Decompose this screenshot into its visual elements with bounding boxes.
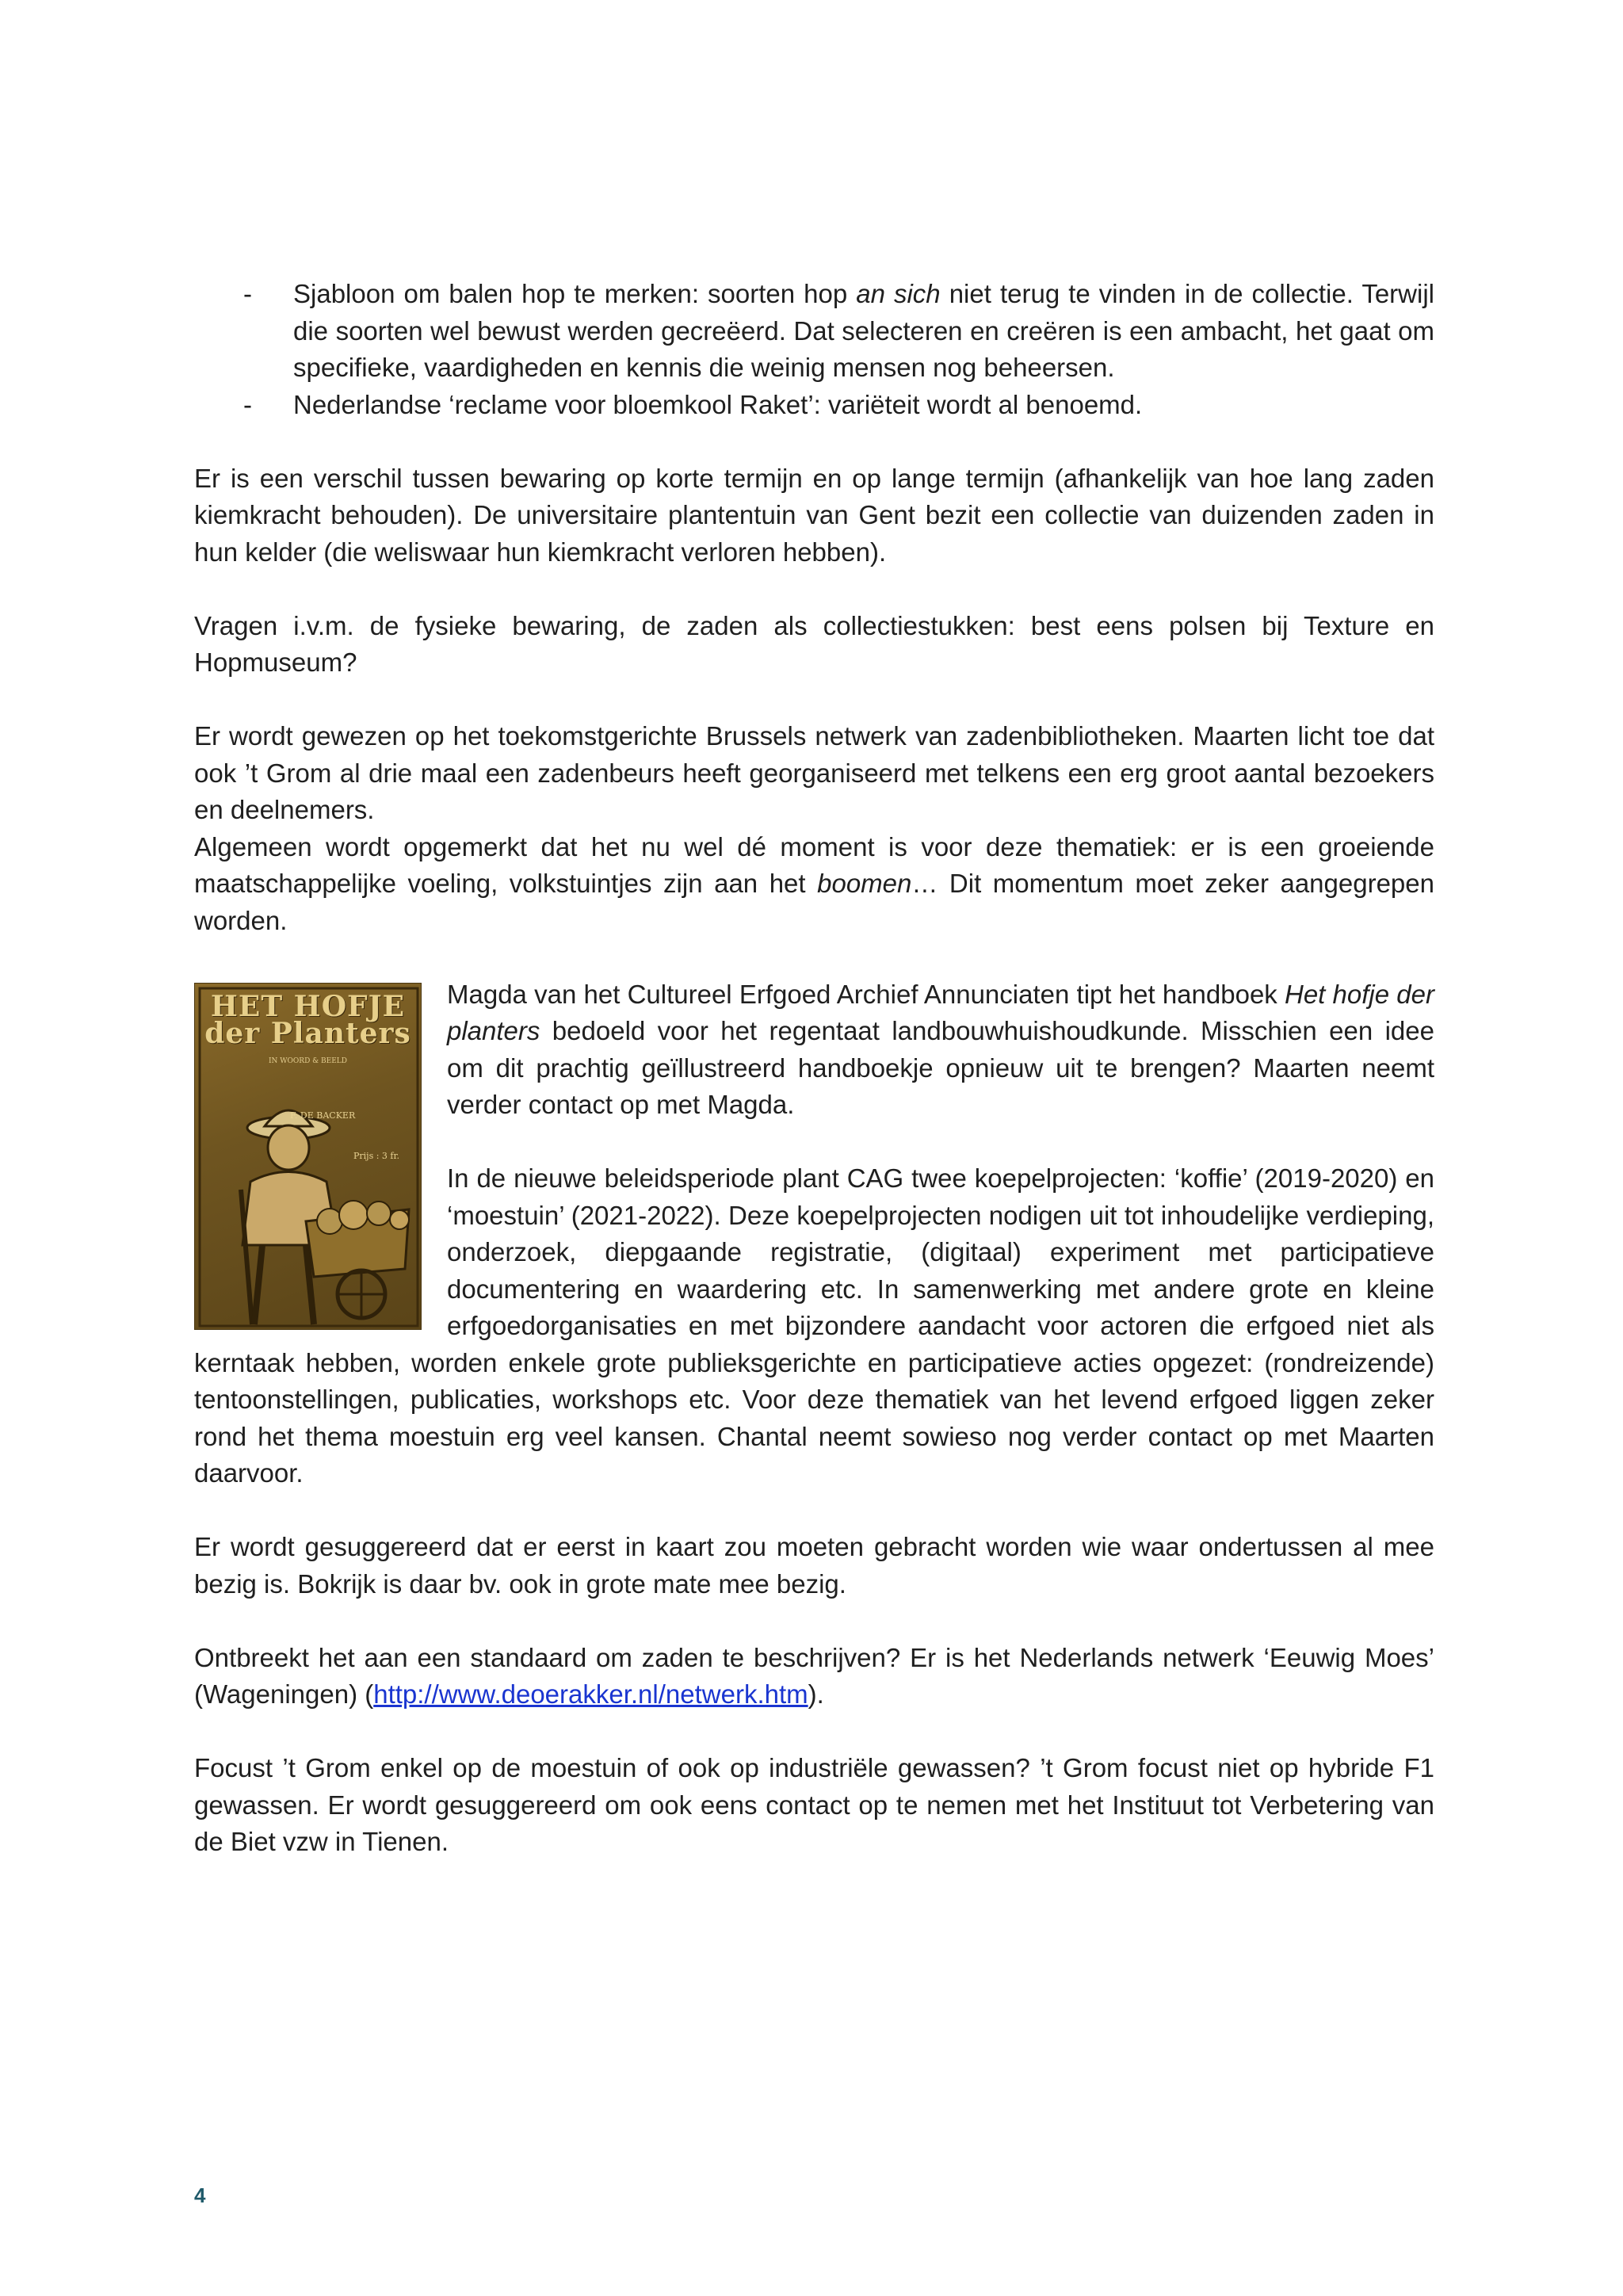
book-cover-title: HET HOFJE der Planters (204, 989, 411, 1050)
book-cover-subtitle: IN WOORD & BEELD (269, 1056, 347, 1065)
paragraph-kaart: Er wordt gesuggereerd dat er eerst in kaart zou moeten gebracht worden wie waar ondertussen al mee bezig is. Bokrijk is daar bv. ook in grote mate mee bezig. (194, 1532, 1434, 1599)
bullet-item-reclame: - Nederlandse ‘reclame voor bloemkool Raket’: variëteit wordt al benoemd. (194, 387, 1434, 424)
document-body (194, 276, 1434, 1897)
bullet-list (194, 276, 1434, 423)
paragraph-moment: Algemeen wordt opgemerkt dat het nu wel dé moment is voor deze thematiek: er is een groeiende maatschappelijke voeling, volkstuintjes zijn aan het boomen… Dit momentum moet zeker aangegrepen worden. (194, 831, 1434, 935)
paragraph-bewaring: Er is een verschil tussen bewaring op korte termijn en op lange termijn (afhankelijk van hoe lang zaden kiemkracht behouden). De universitaire plantentuin van Gent bezit een collectie van duizenden zaden in hun kelder (die weliswaar hun kiemkracht verloren hebben). (194, 463, 1434, 567)
paragraph-netwerk: Er wordt gewezen op het toekomstgerichte Brussels netwerk van zadenbibliotheken. Maarten licht toe dat ook ’t Grom al drie maal een zadenbeurs heeft georganiseerd met telkens een erg groot aantal bezoekers en deelnemers. (194, 721, 1434, 824)
page-number: 4 (194, 2183, 206, 2207)
bullet-dash: - (243, 279, 252, 308)
bullet-item-sjabloon: - Sjabloon om balen hop te merken: soorten hop an sich niet terug te vinden in de collectie. Terwijl die soorten wel bewust werden gecreëerd. Dat selecteren en creëren is een ambacht, het gaat om specifieke, vaardigheden en kennis die weinig mensen nog beheersen. (194, 276, 1434, 387)
paragraph-standaard: Ontbreekt het aan een standaard om zaden te beschrijven? Er is het Nederlands netwerk ‘Eeuwig Moes’ (Wageningen) (http://www.deoerakker.nl/netwerk.htm). (194, 1642, 1434, 1709)
paragraph-cag: In de nieuwe beleidsperiode plant CAG twee koepelprojecten: ‘koffie’ (2019-2020) en ‘moestuin’ (2021-2022). Deze koepelprojecten nodigen uit tot inhoudelijke verdieping, onderzoek, diepgaande registratie, (digitaal) experiment met participatieve documentering en waardering etc. In samenwerking met andere grote en kleine erfgoedorganisaties en met bijzondere aandacht voor actoren die erfgoed niet als kerntaak hebben, worden enkele grote publieksgerichte en participatieve acties opgezet: (rondreizende) tentoonstellingen, publicaties, workshops etc. Voor deze thematiek van het levend erfgoed liggen zeker rond het thema moestuin erg veel kansen. Chantal neemt sowieso nog verder contact op met Maarten daarvoor. (194, 1163, 1434, 1488)
book-cover-price: Prijs : 3 fr. (353, 1150, 400, 1161)
book-cover-image (194, 983, 422, 1330)
netwerk-link[interactable]: http://www.deoerakker.nl/netwerk.htm (373, 1679, 808, 1709)
paragraph-focus: Focust ’t Grom enkel op de moestuin of ook op industriële gewassen? ’t Grom focust niet op hybride F1 gewassen. Er wordt gesuggereerd om ook eens contact op te nemen met het Instituut tot Verbetering van de Biet vzw in Tienen. (194, 1753, 1434, 1856)
paragraph-vragen: Vragen i.v.m. de fysieke bewaring, de zaden als collectiestukken: best eens polsen bij Texture en Hopmuseum? (194, 610, 1434, 677)
book-cover-author: F. DE BACKER (290, 1110, 356, 1121)
bullet-dash: - (243, 389, 252, 419)
paragraph-magda: Magda van het Cultureel Erfgoed Archief Annunciaten tipt het handboek Het hofje der planters bedoeld voor het regentaat landbouwhuishoudkunde. Misschien een idee om dit prachtig geïllustreerd handboekje opnieuw uit te brengen? Maarten neemt verder contact op met Magda. (447, 979, 1434, 1119)
